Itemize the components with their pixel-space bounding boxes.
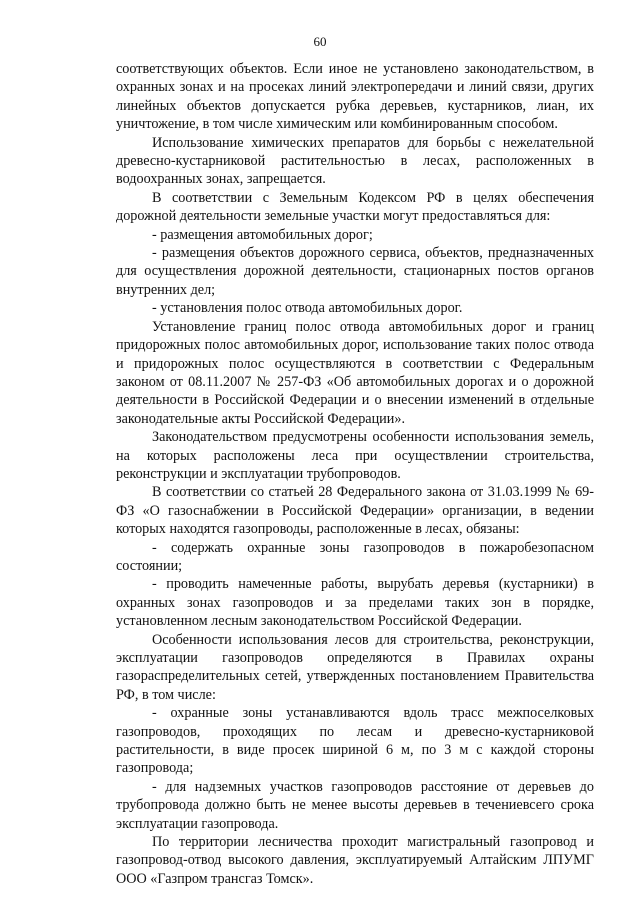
paragraph: По территории лесничества проходит магистральный газопровод и газопровод-отвод высокого давления, эксплуатируемый Алтайским ЛПУМГ ООО «Газпром трансгаз Томск». (116, 834, 594, 887)
list-item: - содержать охранные зоны газопроводов в пожаробезопасном состоянии; (116, 539, 594, 574)
list-item: - проводить намеченные работы, вырубать деревья (кустарники) в охранных зонах газопроводов и за пределами таких зон в порядке, установленном лесным законодательством Российской Федерации. (116, 576, 594, 630)
document-body (116, 60, 594, 888)
paragraph: В соответствии с Земельным Кодексом РФ в целях обеспечения дорожной деятельности земельные участки могут предоставляться для: (116, 189, 594, 225)
list-item: - для надземных участков газопроводов расстояние от деревьев до трубопровода должно быть не менее высоты деревьев в течениевсего срока эксплуатации газопровода. (116, 778, 594, 832)
paragraph: Использование химических препаратов для борьбы с нежелательной древесно-кустарниковой растительностью в лесах, расположенных в водоохранных зонах, запрещается. (116, 134, 594, 188)
paragraph: Особенности использования лесов для строительства, реконструкции, эксплуатации газопроводов определяются в Правилах охраны газораспределительных сетей, утвержденных постановлением Правительства РФ, в том числе: (116, 631, 594, 703)
list-item: - охранные зоны устанавливаются вдоль трасс межпоселковых газопроводов, проходящих по лесам и древесно-кустарниковой растительности, в виде просек шириной 6 м, по 3 м с каждой стороны газопровода; (116, 705, 594, 777)
paragraph: соответствующих объектов. Если иное не установлено законодательством, в охранных зонах и на просеках линий электропередачи и линий связи, других линейных объектов допускается рубка деревьев, кустарников, лиан, их уничтожение, в том числе химическим или комбинированным способом. (116, 61, 594, 133)
list-item: - размещения автомобильных дорог; (152, 226, 373, 243)
list-item: - установления полос отвода автомобильных дорог. (152, 300, 463, 317)
list-item: - размещения объектов дорожного сервиса, объектов, предназначенных для осуществления дорожной деятельности, стационарных постов органов внутренних дел; (116, 245, 594, 298)
paragraph: В соответствии со статьей 28 Федерального закона от 31.03.1999 № 69-ФЗ «О газоснабжении в Российской Федерации» организации, в ведении которых находятся газопроводы, расположенные в лесах, обязаны: (116, 484, 594, 538)
page-number: 60 (313, 34, 327, 49)
paragraph: Законодательством предусмотрены особенности использования земель, на которых расположены леса при осуществлении строительства, реконструкции и эксплуатации трубопроводов. (116, 429, 594, 482)
paragraph: Установление границ полос отвода автомобильных дорог и границ придорожных полос автомобильных дорог, использование таких полос отвода и придорожных полос осуществляются в соответствии с Федеральным законом от 08.11.2007 № 257-ФЗ «Об автомобильных дорогах и о дорожной деятельности в Российской Федерации и о внесении изменений в отдельные законодательные акты Российской Федерации». (116, 318, 594, 427)
